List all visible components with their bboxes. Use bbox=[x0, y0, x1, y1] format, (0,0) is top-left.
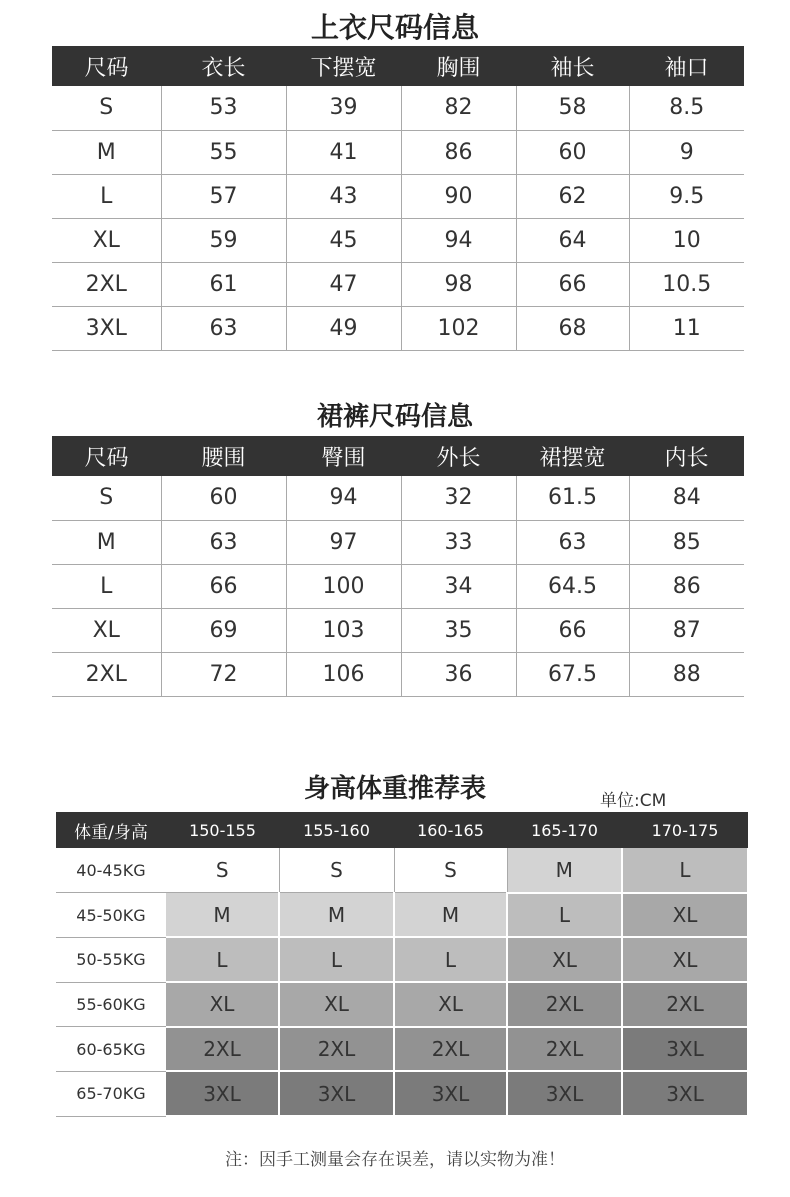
table-row bbox=[56, 1071, 748, 1116]
size-cell: L bbox=[52, 564, 161, 608]
measurement-cell: 94 bbox=[286, 476, 401, 520]
weight-header: 40-45KG bbox=[56, 848, 166, 893]
corner-header: 体重/身高 bbox=[56, 812, 166, 848]
measurement-cell: 63 bbox=[161, 306, 286, 350]
measurement-cell: 55 bbox=[161, 130, 286, 174]
column-header: 裙摆宽 bbox=[516, 436, 629, 476]
measurement-cell: 32 bbox=[401, 476, 516, 520]
recommended-size-cell: 2XL bbox=[279, 1027, 394, 1072]
height-header: 160-165 bbox=[394, 812, 507, 848]
measurement-cell: 88 bbox=[629, 652, 744, 696]
measurement-cell: 94 bbox=[401, 218, 516, 262]
size-cell: M bbox=[52, 520, 161, 564]
table-row bbox=[52, 652, 744, 696]
measurement-cell: 53 bbox=[161, 86, 286, 130]
measurement-cell: 84 bbox=[629, 476, 744, 520]
recommendation-title: 身高体重推荐表 bbox=[303, 774, 486, 804]
measurement-cell: 61.5 bbox=[516, 476, 629, 520]
measurement-cell: 34 bbox=[401, 564, 516, 608]
height-header: 165-170 bbox=[507, 812, 622, 848]
recommended-size-cell: 3XL bbox=[279, 1071, 394, 1116]
recommended-size-cell: M bbox=[394, 893, 507, 938]
measurement-cell: 63 bbox=[161, 520, 286, 564]
measurement-cell: 103 bbox=[286, 608, 401, 652]
measurement-cell: 9.5 bbox=[629, 174, 744, 218]
recommended-size-cell: S bbox=[279, 848, 394, 893]
weight-header: 45-50KG bbox=[56, 893, 166, 938]
size-cell: L bbox=[52, 174, 161, 218]
measurement-cell: 87 bbox=[629, 608, 744, 652]
bottoms-size-table bbox=[52, 436, 744, 697]
size-cell: S bbox=[52, 476, 161, 520]
measurement-cell: 11 bbox=[629, 306, 744, 350]
column-header: 胸围 bbox=[401, 46, 516, 86]
column-header: 衣长 bbox=[161, 46, 286, 86]
measurement-cell: 97 bbox=[286, 520, 401, 564]
column-header: 尺码 bbox=[52, 436, 161, 476]
bottoms-size-title: 裙裤尺码信息 bbox=[316, 402, 473, 432]
table-row bbox=[56, 1027, 748, 1072]
recommended-size-cell: 3XL bbox=[622, 1071, 748, 1116]
measurement-cell: 85 bbox=[629, 520, 744, 564]
table-row bbox=[52, 262, 744, 306]
table-row bbox=[52, 130, 744, 174]
measurement-cell: 49 bbox=[286, 306, 401, 350]
recommended-size-cell: XL bbox=[622, 893, 748, 938]
column-header: 外长 bbox=[401, 436, 516, 476]
table-row bbox=[56, 982, 748, 1027]
table-row bbox=[52, 86, 744, 130]
size-cell: XL bbox=[52, 608, 161, 652]
measurement-cell: 68 bbox=[516, 306, 629, 350]
recommended-size-cell: 2XL bbox=[507, 1027, 622, 1072]
measurement-cell: 33 bbox=[401, 520, 516, 564]
measurement-cell: 98 bbox=[401, 262, 516, 306]
recommended-size-cell: S bbox=[394, 848, 507, 893]
height-weight-recommendation-table bbox=[56, 812, 749, 1117]
height-header: 170-175 bbox=[622, 812, 748, 848]
column-header: 内长 bbox=[629, 436, 744, 476]
recommended-size-cell: 3XL bbox=[166, 1071, 279, 1116]
table-row bbox=[52, 476, 744, 520]
measurement-cell: 43 bbox=[286, 174, 401, 218]
size-cell: 2XL bbox=[52, 652, 161, 696]
measurement-cell: 60 bbox=[161, 476, 286, 520]
recommended-size-cell: XL bbox=[507, 937, 622, 982]
weight-header: 65-70KG bbox=[56, 1071, 166, 1116]
recommended-size-cell: L bbox=[622, 848, 748, 893]
recommended-size-cell: XL bbox=[279, 982, 394, 1027]
unit-label: 单位:CM bbox=[600, 791, 667, 811]
measurement-cell: 86 bbox=[629, 564, 744, 608]
measurement-cell: 10 bbox=[629, 218, 744, 262]
size-cell: M bbox=[52, 130, 161, 174]
measurement-cell: 58 bbox=[516, 86, 629, 130]
recommended-size-cell: 2XL bbox=[394, 1027, 507, 1072]
recommended-size-cell: XL bbox=[394, 982, 507, 1027]
table-row bbox=[56, 937, 748, 982]
table-row bbox=[52, 564, 744, 608]
recommended-size-cell: L bbox=[279, 937, 394, 982]
measurement-cell: 35 bbox=[401, 608, 516, 652]
recommended-size-cell: M bbox=[507, 848, 622, 893]
column-header: 臀围 bbox=[286, 436, 401, 476]
measurement-cell: 106 bbox=[286, 652, 401, 696]
recommended-size-cell: XL bbox=[166, 982, 279, 1027]
measurement-cell: 41 bbox=[286, 130, 401, 174]
size-cell: 3XL bbox=[52, 306, 161, 350]
measurement-cell: 62 bbox=[516, 174, 629, 218]
measurement-cell: 39 bbox=[286, 86, 401, 130]
measurement-cell: 66 bbox=[161, 564, 286, 608]
measurement-cell: 45 bbox=[286, 218, 401, 262]
measurement-cell: 102 bbox=[401, 306, 516, 350]
measurement-cell: 66 bbox=[516, 262, 629, 306]
table-row bbox=[52, 174, 744, 218]
recommended-size-cell: 2XL bbox=[166, 1027, 279, 1072]
recommended-size-cell: L bbox=[166, 937, 279, 982]
measurement-cell: 69 bbox=[161, 608, 286, 652]
table-row bbox=[52, 608, 744, 652]
size-cell: XL bbox=[52, 218, 161, 262]
column-header: 下摆宽 bbox=[286, 46, 401, 86]
recommended-size-cell: S bbox=[166, 848, 279, 893]
measurement-cell: 8.5 bbox=[629, 86, 744, 130]
table-row bbox=[52, 520, 744, 564]
recommended-size-cell: 2XL bbox=[507, 982, 622, 1027]
table-row bbox=[56, 848, 748, 893]
measurement-cell: 60 bbox=[516, 130, 629, 174]
measurement-note: 注：因手工测量会存在误差，请以实物为准！ bbox=[225, 1150, 565, 1170]
recommended-size-cell: L bbox=[394, 937, 507, 982]
tops-size-title: 上衣尺码信息 bbox=[310, 11, 479, 44]
measurement-cell: 47 bbox=[286, 262, 401, 306]
table-header-row bbox=[56, 812, 748, 848]
measurement-cell: 10.5 bbox=[629, 262, 744, 306]
measurement-cell: 86 bbox=[401, 130, 516, 174]
tops-size-table bbox=[52, 46, 744, 351]
table-row bbox=[52, 218, 744, 262]
measurement-cell: 59 bbox=[161, 218, 286, 262]
measurement-cell: 82 bbox=[401, 86, 516, 130]
measurement-cell: 9 bbox=[629, 130, 744, 174]
table-header-row bbox=[52, 436, 744, 476]
weight-header: 50-55KG bbox=[56, 937, 166, 982]
measurement-cell: 90 bbox=[401, 174, 516, 218]
column-header: 腰围 bbox=[161, 436, 286, 476]
recommended-size-cell: M bbox=[166, 893, 279, 938]
measurement-cell: 72 bbox=[161, 652, 286, 696]
measurement-cell: 67.5 bbox=[516, 652, 629, 696]
measurement-cell: 57 bbox=[161, 174, 286, 218]
table-header-row bbox=[52, 46, 744, 86]
column-header: 尺码 bbox=[52, 46, 161, 86]
measurement-cell: 61 bbox=[161, 262, 286, 306]
size-cell: S bbox=[52, 86, 161, 130]
size-cell: 2XL bbox=[52, 262, 161, 306]
recommended-size-cell: 3XL bbox=[622, 1027, 748, 1072]
measurement-cell: 64 bbox=[516, 218, 629, 262]
measurement-cell: 64.5 bbox=[516, 564, 629, 608]
recommended-size-cell: 3XL bbox=[394, 1071, 507, 1116]
measurement-cell: 100 bbox=[286, 564, 401, 608]
column-header: 袖长 bbox=[516, 46, 629, 86]
recommended-size-cell: 2XL bbox=[622, 982, 748, 1027]
recommended-size-cell: XL bbox=[622, 937, 748, 982]
height-header: 155-160 bbox=[279, 812, 394, 848]
weight-header: 55-60KG bbox=[56, 982, 166, 1027]
recommended-size-cell: 3XL bbox=[507, 1071, 622, 1116]
column-header: 袖口 bbox=[629, 46, 744, 86]
table-row bbox=[52, 306, 744, 350]
recommended-size-cell: M bbox=[279, 893, 394, 938]
table-row bbox=[56, 893, 748, 938]
height-header: 150-155 bbox=[166, 812, 279, 848]
weight-header: 60-65KG bbox=[56, 1027, 166, 1072]
measurement-cell: 63 bbox=[516, 520, 629, 564]
measurement-cell: 66 bbox=[516, 608, 629, 652]
recommended-size-cell: L bbox=[507, 893, 622, 938]
measurement-cell: 36 bbox=[401, 652, 516, 696]
